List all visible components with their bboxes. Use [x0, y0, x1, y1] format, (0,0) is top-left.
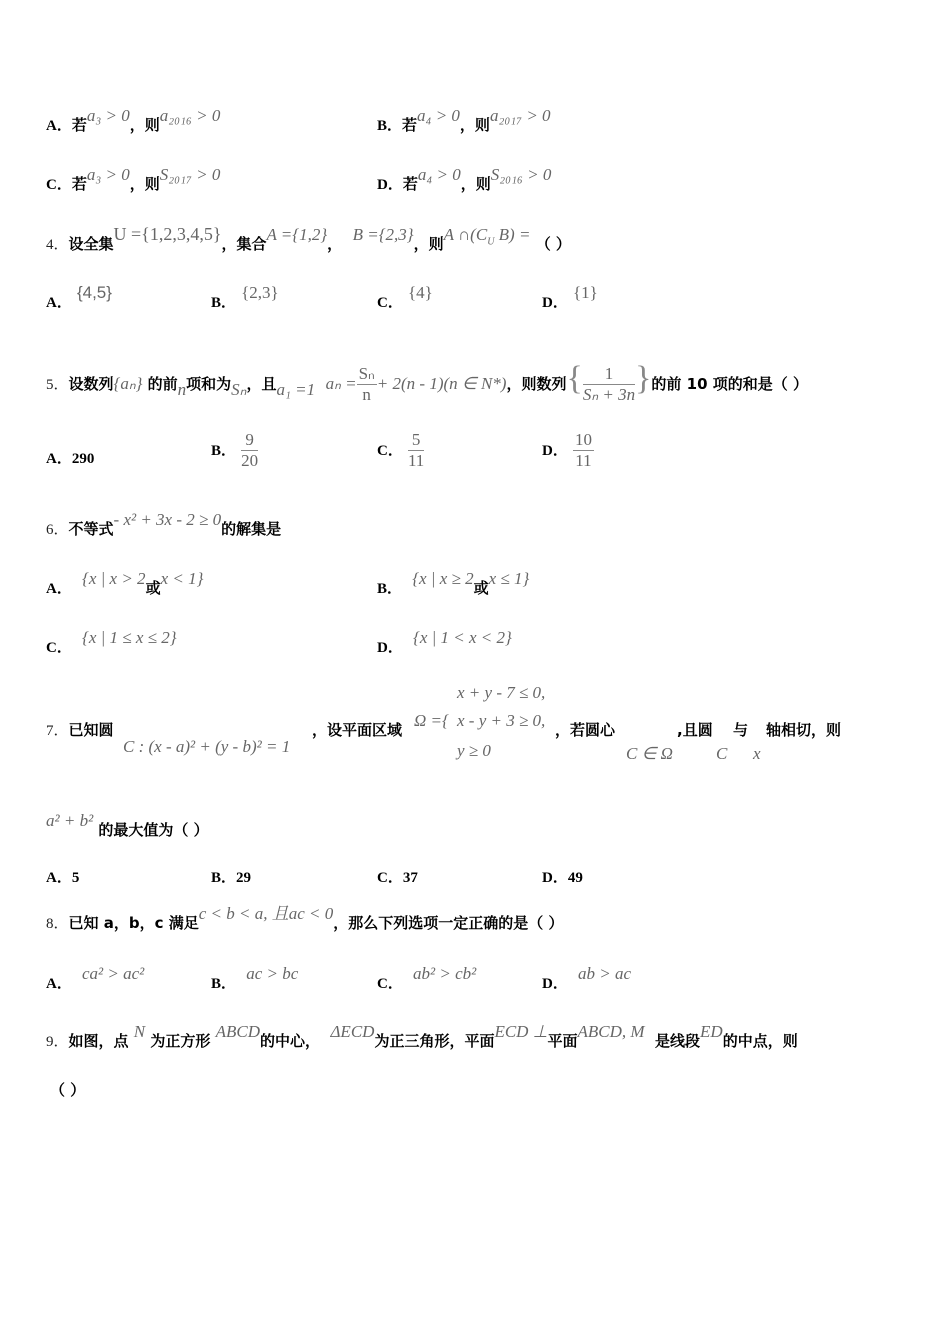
constraint-1: x + y - 7 ≤ 0,	[457, 683, 546, 702]
circle-equation: C : (x - a)² + (y - b)² = 1	[123, 737, 291, 756]
text: 或	[145, 579, 161, 597]
option-label: C．	[377, 976, 403, 992]
q4-option-a	[46, 283, 112, 313]
text: ，则	[460, 175, 491, 193]
q3-option-a	[46, 106, 221, 136]
math-expression: + 2(n - 1)(n ∈ N*)	[376, 374, 507, 393]
fraction: $\frac{10}{11}$	[574, 430, 592, 470]
math-expression: {2,3}	[241, 283, 279, 302]
fraction: $\frac{5}{11}$	[407, 430, 425, 470]
text: 如图，点	[68, 1032, 129, 1050]
question-number: 4．	[46, 237, 69, 253]
q3-option-c	[46, 165, 221, 195]
option-label: A．	[46, 295, 72, 311]
option-label: D．	[542, 976, 568, 992]
q9-answer-blank	[50, 1080, 85, 1100]
math-expression: aₙ =	[325, 374, 357, 393]
text: 若	[71, 175, 87, 193]
left-brace: {	[566, 360, 583, 397]
option-label: B．	[211, 295, 237, 311]
math-expression: ECD ⊥	[494, 1022, 548, 1041]
math-expression: a₃ > 0	[86, 106, 130, 125]
question-number: 9．	[46, 1034, 69, 1050]
question-8-stem	[46, 904, 564, 934]
q3-option-d	[377, 165, 552, 195]
math-expression: A $\cap(C_U$ B) =	[443, 225, 531, 248]
option-label: D．	[542, 443, 568, 459]
math-expression: A ={1,2}	[266, 225, 328, 244]
math-expression: ABCD, M	[577, 1022, 645, 1041]
text: 平面	[547, 1032, 578, 1050]
q5-option-a	[46, 448, 94, 469]
text: ，且	[246, 375, 277, 393]
text: 的前 10 项的和是（ ）	[651, 375, 808, 393]
math-expression: a₁ =1	[276, 380, 316, 399]
math-expression: ΔECD	[330, 1022, 375, 1041]
text: ，则	[413, 235, 444, 253]
text: ，则	[129, 175, 160, 193]
option-label: B．	[377, 581, 403, 597]
question-6-stem	[46, 510, 282, 540]
text: 为正三角形，平面	[374, 1032, 495, 1050]
right-brace: }	[635, 360, 652, 397]
q6-option-c	[46, 628, 177, 658]
option-label: C．	[377, 870, 403, 886]
q5-option-b	[211, 430, 258, 471]
math-expression: {1}	[572, 283, 598, 302]
math-expression: x < 1}	[160, 569, 204, 588]
q7-option-c	[377, 867, 418, 888]
text: ，集合	[221, 235, 267, 253]
q7-stem-cont4	[766, 720, 841, 740]
math-expression: ab > ac	[578, 964, 632, 983]
question-9-stem	[46, 1022, 798, 1052]
math-expression: x ≤ 1}	[488, 569, 530, 588]
option-label: A．	[46, 581, 72, 597]
q5-option-d	[542, 430, 594, 471]
math-expression: {aₙ}	[113, 374, 143, 393]
option-value: 290	[71, 451, 95, 467]
fraction-sn-over-n: $\frac{\text{Sₙ}}{n}$	[358, 364, 375, 404]
option-value: 29	[236, 870, 252, 886]
text: 的前	[147, 375, 178, 393]
text: ，	[327, 235, 343, 253]
option-label: C．	[46, 640, 72, 656]
option-label: D．	[377, 177, 403, 193]
option-label: C．	[46, 177, 72, 193]
text: 的中点，则	[722, 1032, 798, 1050]
option-label: A．	[46, 870, 72, 886]
math-expression: {4,5}	[76, 283, 112, 302]
option-label: B．	[211, 976, 237, 992]
math-expression: - x² + 3x - 2 ≥ 0	[113, 510, 222, 529]
question-number: 8．	[46, 916, 69, 932]
option-label: B．	[211, 443, 237, 459]
math-expression: n	[177, 380, 187, 399]
q8-option-b	[211, 964, 299, 994]
q7-stem-end	[46, 811, 209, 840]
constraint-3: y ≥ 0	[457, 741, 491, 760]
x-axis-var: x	[753, 744, 761, 763]
option-label: B．	[211, 870, 237, 886]
math-expression: ED	[700, 1022, 723, 1041]
q7-region-label	[312, 720, 402, 740]
math-expression: {x | 1 ≤ x ≤ 2}	[82, 628, 177, 647]
question-7-stem	[46, 720, 114, 741]
math-expression: {x | x > 2	[82, 569, 146, 588]
math-expression: a₄ > 0	[417, 106, 460, 125]
text: （ ）	[535, 235, 571, 253]
center-in-omega: C ∈ Ω	[626, 744, 673, 763]
text: 不等式	[68, 520, 114, 538]
question-number: 5．	[46, 377, 69, 393]
text: ，若圆心	[555, 721, 616, 739]
option-label: D．	[542, 295, 568, 311]
q6-option-a	[46, 569, 204, 599]
math-expression: a₄ > 0	[417, 165, 461, 184]
math-expression: a₂₀₁₆ > 0	[159, 106, 221, 125]
q8-option-c	[377, 964, 477, 994]
text: 若	[402, 116, 418, 134]
text: 与	[733, 721, 749, 739]
math-expression: {x | 1 < x < 2}	[413, 628, 512, 647]
option-label: A．	[46, 118, 72, 134]
question-number: 7．	[46, 723, 69, 739]
option-label: C．	[377, 443, 403, 459]
math-expression: a² + b²	[46, 811, 94, 830]
text: 设数列	[68, 375, 114, 393]
fraction-1-over-sn-plus-3n: $\frac{1}{\text{Sₙ + 3n}}$	[582, 364, 636, 404]
math-expression: ca² > ac²	[82, 964, 145, 983]
q7-option-a	[46, 867, 79, 888]
omega-def: Ω ={	[414, 711, 449, 730]
math-expression: {4}	[407, 283, 433, 302]
text: 已知 a，b，c 满足	[68, 914, 199, 932]
text: ，那么下列选项一定正确的是（ ）	[333, 914, 564, 932]
math-expression: a₃ > 0	[86, 165, 130, 184]
text: ,且圆	[677, 721, 713, 739]
math-expression: ABCD	[215, 1022, 260, 1041]
math-expression: U ={1,2,3,4,5}	[113, 224, 222, 244]
text: 已知圆	[68, 721, 114, 739]
q8-option-d	[542, 964, 632, 994]
math-expression: a₂₀₁₇ > 0	[489, 106, 551, 125]
question-number: 6．	[46, 522, 69, 538]
option-label: A．	[46, 976, 72, 992]
text: 是线段	[655, 1032, 701, 1050]
q4-option-b	[211, 283, 279, 313]
q6-option-d	[377, 628, 512, 658]
text: ，则	[459, 116, 490, 134]
circle-c: C	[716, 744, 728, 763]
q4-option-c	[377, 283, 433, 313]
text: ，则数列	[506, 375, 567, 393]
text: 设全集	[68, 235, 114, 253]
q3-option-b	[377, 106, 551, 136]
text: 的最大值为（ ）	[98, 821, 209, 839]
text: 或	[473, 579, 489, 597]
question-5-stem	[46, 360, 808, 405]
option-label: D．	[542, 870, 568, 886]
text: 的中心，	[259, 1032, 320, 1050]
q5-option-c	[377, 430, 424, 471]
math-expression: N	[133, 1022, 146, 1041]
option-label: D．	[377, 640, 403, 656]
q6-option-b	[377, 569, 530, 599]
q7-option-d	[542, 867, 583, 888]
option-label: A．	[46, 451, 72, 467]
math-expression: B ={2,3}	[352, 225, 414, 244]
text: ，则	[129, 116, 160, 134]
text: 若	[402, 175, 418, 193]
q7-stem-cont	[555, 720, 615, 740]
math-expression: {x | x ≥ 2	[412, 569, 474, 588]
text: ，设平面区域	[312, 721, 403, 739]
option-value: 5	[71, 870, 80, 886]
q7-option-b	[211, 867, 251, 888]
constraint-2: x - y + 3 ≥ 0,	[457, 711, 546, 730]
option-value: 37	[402, 870, 418, 886]
text: （ ）	[50, 1081, 86, 1099]
math-expression: c < b < a, 且ac < 0	[198, 904, 334, 923]
text: 为正方形	[150, 1032, 211, 1050]
option-label: B．	[377, 118, 403, 134]
math-expression: S₂₀₁₆ > 0	[490, 165, 552, 184]
text: 轴相切，则	[766, 721, 842, 739]
q4-option-d	[542, 283, 598, 313]
q7-stem-cont2	[677, 720, 713, 740]
math-expression: Sₙ	[231, 380, 247, 399]
option-label: C．	[377, 295, 403, 311]
text: 项和为	[186, 375, 232, 393]
option-value: 49	[567, 870, 583, 886]
fraction: $\frac{9}{20}$	[241, 430, 259, 470]
text: 的解集是	[221, 520, 282, 538]
text: 若	[71, 116, 87, 134]
q8-option-a	[46, 964, 145, 994]
math-expression: S₂₀₁₇ > 0	[159, 165, 221, 184]
q7-stem-cont3	[733, 720, 748, 740]
math-expression: ab² > cb²	[413, 964, 477, 983]
math-expression: ac > bc	[246, 964, 299, 983]
question-4-stem	[46, 224, 571, 261]
